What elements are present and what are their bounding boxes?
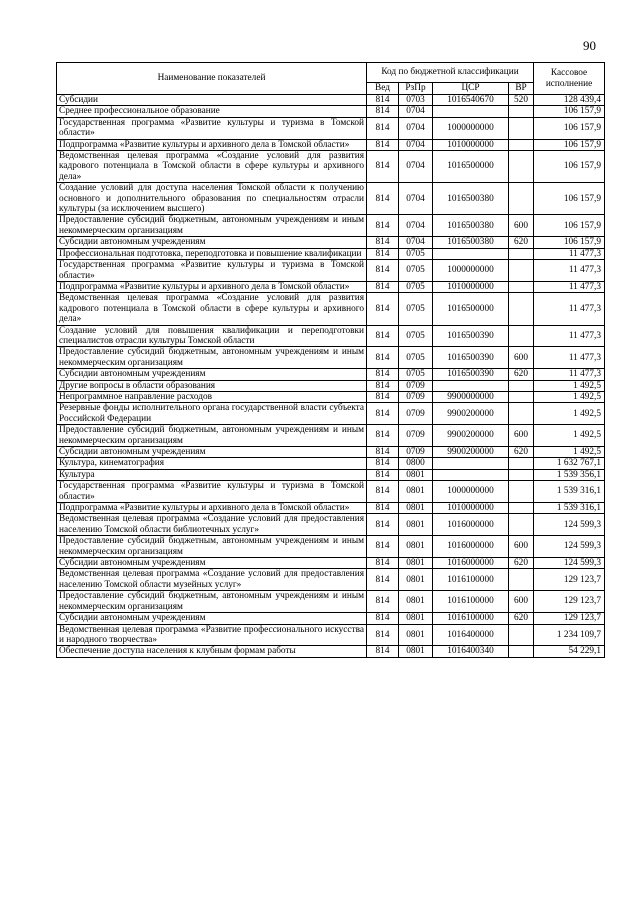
row-rzpr: 0705: [399, 281, 433, 292]
row-csr: 1016000000: [433, 514, 509, 536]
row-name: Предоставление субсидий бюджетным, автономным учреждениям и иным некоммерческим организациям: [57, 215, 367, 237]
row-vr: [509, 569, 534, 591]
row-ved: 814: [367, 469, 399, 480]
row-ved: 814: [367, 151, 399, 183]
table-row: [57, 624, 605, 646]
row-csr: 1016100000: [433, 613, 509, 624]
row-ved: 814: [367, 624, 399, 646]
row-ved: 814: [367, 325, 399, 347]
row-csr: [433, 248, 509, 259]
table-row: [57, 237, 605, 248]
row-amount: 11 477,3: [534, 347, 605, 369]
row-ved: 814: [367, 260, 399, 282]
row-csr: 1000000000: [433, 481, 509, 503]
header-amount: Кассовое исполнение: [534, 63, 605, 95]
row-name: Резервные фонды исполнительного органа государственной власти субъекта Российской Федерации: [57, 403, 367, 425]
table-row: [57, 536, 605, 558]
row-ved: 814: [367, 536, 399, 558]
row-amount: 129 123,7: [534, 569, 605, 591]
row-name: Ведомственная целевая программа «Создание условий для предоставления населению Томской области библиотечных услуг»: [57, 514, 367, 536]
row-amount: 1 539 356,1: [534, 469, 605, 480]
row-vr: 600: [509, 347, 534, 369]
row-rzpr: 0801: [399, 613, 433, 624]
row-csr: 9900000000: [433, 391, 509, 402]
row-ved: 814: [367, 139, 399, 150]
table-row: [57, 139, 605, 150]
row-name: Предоставление субсидий бюджетным, автономным учреждениям и иным некоммерческим организациям: [57, 347, 367, 369]
row-ved: 814: [367, 425, 399, 447]
row-vr: 600: [509, 536, 534, 558]
row-name: Государственная программа «Развитие культуры и туризма в Томской области»: [57, 481, 367, 503]
row-csr: 1016000000: [433, 536, 509, 558]
row-vr: [509, 391, 534, 402]
row-rzpr: 0801: [399, 536, 433, 558]
table-row: [57, 260, 605, 282]
row-name: Ведомственная целевая программа «Создание условий для развития кадрового потенциала в Томской области в сфере культуры и архивного дела»: [57, 151, 367, 183]
table-row: [57, 248, 605, 259]
row-vr: 620: [509, 237, 534, 248]
row-amount: 129 123,7: [534, 613, 605, 624]
row-name: Культура: [57, 469, 367, 480]
row-rzpr: 0704: [399, 117, 433, 139]
table-row: [57, 281, 605, 292]
row-name: Государственная программа «Развитие культуры и туризма в Томской области»: [57, 260, 367, 282]
table-row: [57, 403, 605, 425]
row-vr: [509, 139, 534, 150]
table-body: [57, 95, 605, 658]
row-vr: 520: [509, 95, 534, 106]
row-csr: [433, 106, 509, 117]
row-ved: 814: [367, 281, 399, 292]
row-amount: 106 157,9: [534, 151, 605, 183]
row-vr: [509, 281, 534, 292]
row-csr: 1010000000: [433, 139, 509, 150]
row-csr: 1016540670: [433, 95, 509, 106]
row-name: Предоставление субсидий бюджетным, автономным учреждениям и иным некоммерческим организациям: [57, 536, 367, 558]
row-csr: [433, 458, 509, 469]
row-csr: 1016500000: [433, 293, 509, 325]
row-amount: 11 477,3: [534, 260, 605, 282]
row-ved: 814: [367, 95, 399, 106]
header-rzpr: РзПр: [399, 83, 433, 95]
row-rzpr: 0704: [399, 237, 433, 248]
row-amount: 106 157,9: [534, 117, 605, 139]
row-rzpr: 0704: [399, 106, 433, 117]
row-amount: 106 157,9: [534, 106, 605, 117]
row-name: Создание условий для повышения квалификации и переподготовки специалистов отрасли культуры Томской области: [57, 325, 367, 347]
table-row: [57, 447, 605, 458]
row-csr: [433, 380, 509, 391]
row-rzpr: 0709: [399, 391, 433, 402]
table-row: [57, 514, 605, 536]
row-csr: 1016500380: [433, 183, 509, 215]
row-ved: 814: [367, 591, 399, 613]
row-amount: 1 632 767,1: [534, 458, 605, 469]
row-rzpr: 0709: [399, 447, 433, 458]
row-csr: 1016500380: [433, 237, 509, 248]
row-name: Ведомственная целевая программа «Создание условий для развития кадрового потенциала в Томской области в сфере культуры и архивного дела»: [57, 293, 367, 325]
row-amount: 106 157,9: [534, 237, 605, 248]
row-name: Субсидии автономным учреждениям: [57, 613, 367, 624]
row-ved: 814: [367, 481, 399, 503]
row-vr: 620: [509, 369, 534, 380]
row-rzpr: 0801: [399, 558, 433, 569]
row-ved: 814: [367, 514, 399, 536]
row-vr: [509, 481, 534, 503]
row-rzpr: 0704: [399, 215, 433, 237]
row-amount: 54 229,1: [534, 646, 605, 657]
table-row: [57, 569, 605, 591]
row-vr: 600: [509, 425, 534, 447]
row-rzpr: 0801: [399, 514, 433, 536]
row-amount: 1 492,5: [534, 403, 605, 425]
table-row: [57, 325, 605, 347]
row-rzpr: 0704: [399, 139, 433, 150]
row-ved: 814: [367, 293, 399, 325]
row-ved: 814: [367, 403, 399, 425]
row-name: Предоставление субсидий бюджетным, автономным учреждениям и иным некоммерческим организациям: [57, 591, 367, 613]
row-vr: 620: [509, 447, 534, 458]
table-row: [57, 646, 605, 657]
row-vr: [509, 117, 534, 139]
row-name: Ведомственная целевая программа «Развитие профессионального искусства и народного творчества»: [57, 624, 367, 646]
table-row: [57, 391, 605, 402]
table-row: [57, 293, 605, 325]
row-name: Ведомственная целевая программа «Создание условий для предоставления населению Томской области музейных услуг»: [57, 569, 367, 591]
row-amount: 1 492,5: [534, 425, 605, 447]
table-row: [57, 613, 605, 624]
row-rzpr: 0801: [399, 503, 433, 514]
row-ved: 814: [367, 558, 399, 569]
row-csr: [433, 469, 509, 480]
row-name: Подпрограмма «Развитие культуры и архивного дела в Томской области»: [57, 139, 367, 150]
row-rzpr: 0705: [399, 293, 433, 325]
row-amount: 1 539 316,1: [534, 481, 605, 503]
row-name: Субсидии автономным учреждениям: [57, 237, 367, 248]
row-rzpr: 0705: [399, 248, 433, 259]
row-name: Культура, кинематография: [57, 458, 367, 469]
row-vr: [509, 151, 534, 183]
row-rzpr: 0709: [399, 380, 433, 391]
row-ved: 814: [367, 569, 399, 591]
row-csr: 1010000000: [433, 281, 509, 292]
row-ved: 814: [367, 458, 399, 469]
row-csr: 1000000000: [433, 260, 509, 282]
row-vr: [509, 403, 534, 425]
row-csr: 1016500390: [433, 325, 509, 347]
row-rzpr: 0801: [399, 569, 433, 591]
row-name: Субсидии: [57, 95, 367, 106]
row-rzpr: 0705: [399, 369, 433, 380]
row-csr: 1016100000: [433, 569, 509, 591]
row-amount: 11 477,3: [534, 369, 605, 380]
row-ved: 814: [367, 215, 399, 237]
row-amount: 124 599,3: [534, 558, 605, 569]
row-amount: 11 477,3: [534, 293, 605, 325]
row-ved: 814: [367, 613, 399, 624]
table-row: [57, 481, 605, 503]
table-row: [57, 183, 605, 215]
row-amount: 1 539 316,1: [534, 503, 605, 514]
page-number: 90: [583, 38, 596, 53]
row-vr: [509, 458, 534, 469]
row-rzpr: 0801: [399, 481, 433, 503]
row-ved: 814: [367, 391, 399, 402]
row-vr: 620: [509, 558, 534, 569]
row-ved: 814: [367, 237, 399, 248]
header-name: Наименование показателей: [57, 63, 367, 95]
row-csr: 1016100000: [433, 591, 509, 613]
row-name: Субсидии автономным учреждениям: [57, 369, 367, 380]
row-name: Субсидии автономным учреждениям: [57, 558, 367, 569]
row-amount: 106 157,9: [534, 215, 605, 237]
row-name: Профессиональная подготовка, переподготовка и повышение квалификации: [57, 248, 367, 259]
row-vr: [509, 106, 534, 117]
row-rzpr: 0709: [399, 403, 433, 425]
row-vr: [509, 624, 534, 646]
header-vr: ВР: [509, 83, 534, 95]
row-csr: 9900200000: [433, 403, 509, 425]
row-amount: 11 477,3: [534, 281, 605, 292]
row-amount: 1 492,5: [534, 447, 605, 458]
row-vr: [509, 183, 534, 215]
row-vr: [509, 514, 534, 536]
row-vr: 600: [509, 591, 534, 613]
row-rzpr: 0801: [399, 624, 433, 646]
table-row: [57, 591, 605, 613]
row-rzpr: 0705: [399, 260, 433, 282]
table-row: [57, 95, 605, 106]
row-name: Среднее профессиональное образование: [57, 106, 367, 117]
row-csr: 1016400000: [433, 624, 509, 646]
row-csr: 9900200000: [433, 425, 509, 447]
table-row: [57, 347, 605, 369]
row-name: Создание условий для доступа населения Томской области к получению основного и дополнительного образования по специальностям отрасли культуры (за исключением высшего): [57, 183, 367, 215]
row-ved: 814: [367, 447, 399, 458]
header-code-group: Код по бюджетной классификации: [367, 63, 534, 83]
row-name: Подпрограмма «Развитие культуры и архивного дела в Томской области»: [57, 281, 367, 292]
table-row: [57, 117, 605, 139]
row-vr: [509, 469, 534, 480]
row-csr: 1000000000: [433, 117, 509, 139]
row-rzpr: 0801: [399, 469, 433, 480]
row-vr: [509, 293, 534, 325]
row-ved: 814: [367, 503, 399, 514]
row-vr: [509, 380, 534, 391]
table-row: [57, 469, 605, 480]
row-ved: 814: [367, 106, 399, 117]
row-rzpr: 0709: [399, 425, 433, 447]
row-amount: 1 492,5: [534, 380, 605, 391]
table-row: [57, 369, 605, 380]
row-rzpr: 0705: [399, 347, 433, 369]
header-csr: ЦСР: [433, 83, 509, 95]
row-rzpr: 0704: [399, 183, 433, 215]
row-amount: 124 599,3: [534, 514, 605, 536]
row-ved: 814: [367, 183, 399, 215]
row-vr: 620: [509, 613, 534, 624]
row-rzpr: 0801: [399, 591, 433, 613]
row-amount: 124 599,3: [534, 536, 605, 558]
row-csr: 1016400340: [433, 646, 509, 657]
row-rzpr: 0801: [399, 646, 433, 657]
row-ved: 814: [367, 380, 399, 391]
table-row: [57, 458, 605, 469]
row-name: Другие вопросы в области образования: [57, 380, 367, 391]
table-row: [57, 558, 605, 569]
table-row: [57, 425, 605, 447]
row-amount: 106 157,9: [534, 183, 605, 215]
row-amount: 1 492,5: [534, 391, 605, 402]
row-name: Субсидии автономным учреждениям: [57, 447, 367, 458]
row-csr: 9900200000: [433, 447, 509, 458]
row-csr: 1016500000: [433, 151, 509, 183]
row-name: Государственная программа «Развитие культуры и туризма в Томской области»: [57, 117, 367, 139]
table-row: [57, 215, 605, 237]
row-amount: 128 439,4: [534, 95, 605, 106]
table-row: [57, 151, 605, 183]
row-ved: 814: [367, 347, 399, 369]
table-row: [57, 380, 605, 391]
row-vr: [509, 325, 534, 347]
row-csr: 1016500390: [433, 347, 509, 369]
table-row: [57, 503, 605, 514]
row-name: Обеспечение доступа населения к клубным формам работы: [57, 646, 367, 657]
budget-execution-table: [56, 62, 605, 658]
row-csr: 1016000000: [433, 558, 509, 569]
row-amount: 11 477,3: [534, 325, 605, 347]
row-vr: [509, 646, 534, 657]
row-name: Непрограммное направление расходов: [57, 391, 367, 402]
row-vr: [509, 503, 534, 514]
row-ved: 814: [367, 646, 399, 657]
header-ved: Вед: [367, 83, 399, 95]
row-ved: 814: [367, 117, 399, 139]
row-vr: [509, 260, 534, 282]
row-ved: 814: [367, 248, 399, 259]
row-csr: 1016500390: [433, 369, 509, 380]
row-name: Подпрограмма «Развитие культуры и архивного дела в Томской области»: [57, 503, 367, 514]
row-rzpr: 0800: [399, 458, 433, 469]
row-amount: 106 157,9: [534, 139, 605, 150]
row-name: Предоставление субсидий бюджетным, автономным учреждениям и иным некоммерческим организациям: [57, 425, 367, 447]
table-row: [57, 106, 605, 117]
row-rzpr: 0703: [399, 95, 433, 106]
row-vr: [509, 248, 534, 259]
row-csr: 1016500380: [433, 215, 509, 237]
row-rzpr: 0705: [399, 325, 433, 347]
row-amount: 11 477,3: [534, 248, 605, 259]
row-rzpr: 0704: [399, 151, 433, 183]
row-csr: 1010000000: [433, 503, 509, 514]
row-ved: 814: [367, 369, 399, 380]
row-vr: 600: [509, 215, 534, 237]
row-amount: 1 234 109,7: [534, 624, 605, 646]
row-amount: 129 123,7: [534, 591, 605, 613]
